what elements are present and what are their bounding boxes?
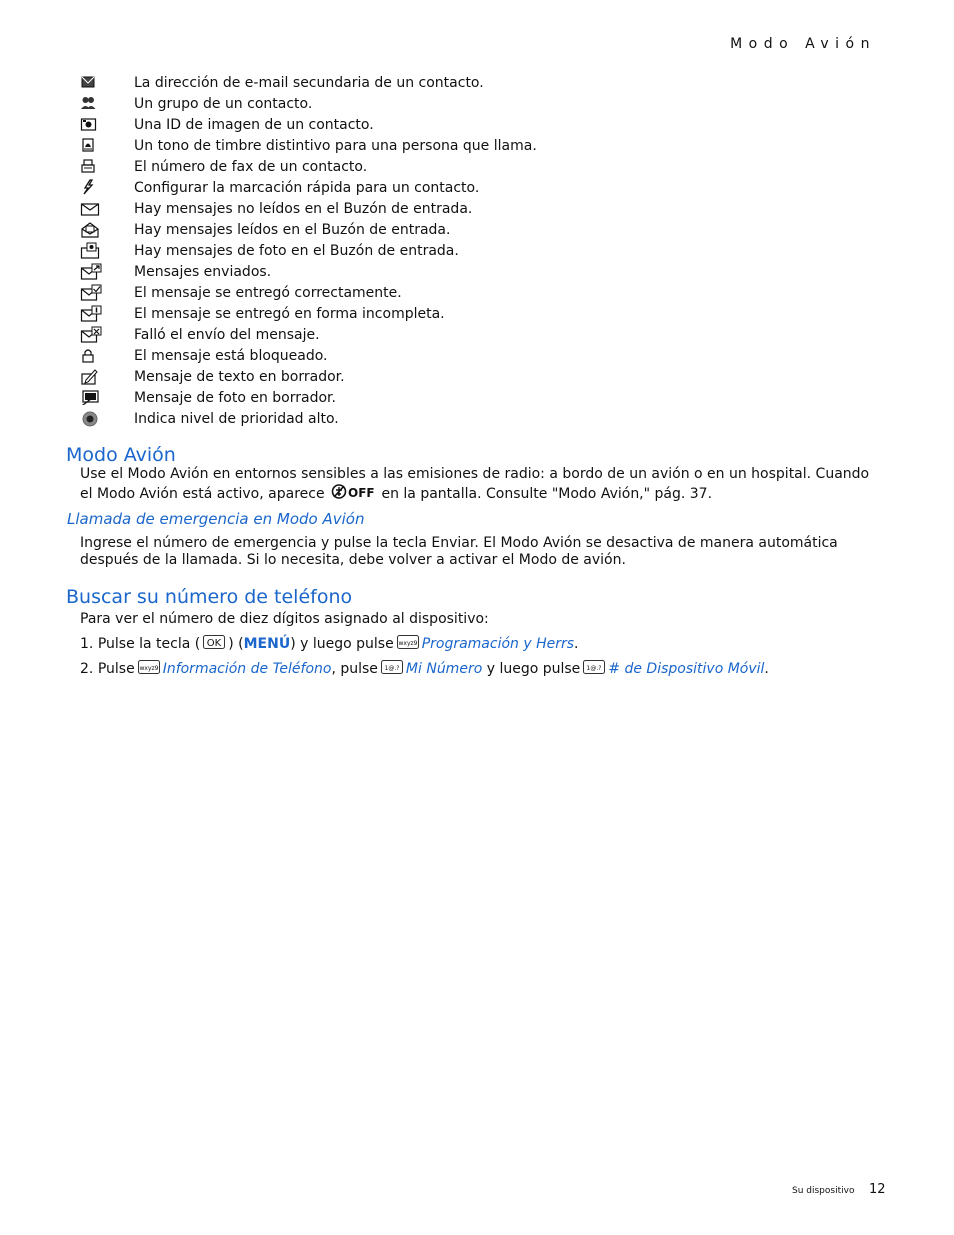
icon-legend-item <box>80 177 537 198</box>
running-header-title: Modo Avión <box>730 36 876 52</box>
key-1-label: 1@.? <box>586 665 602 672</box>
key-1-icon <box>381 660 403 678</box>
icon-legend-text: Un tono de timbre distintivo para una persona que llama. <box>134 137 537 154</box>
icon-legend-item <box>80 198 537 219</box>
key-1-icon <box>583 660 605 678</box>
section-heading-airplane-mode: Modo Avión <box>66 444 176 466</box>
step-2-text-2: , pulse <box>331 661 378 677</box>
step-2-text-1: Pulse <box>97 661 135 677</box>
icon-legend-text: La dirección de e-mail secundaria de un contacto. <box>134 74 484 91</box>
icon-legend-text: Hay mensajes no leídos en el Buzón de entrada. <box>134 200 473 217</box>
step-2 <box>80 660 769 678</box>
high-priority-icon <box>80 410 134 428</box>
envelope-small-icon <box>80 74 134 92</box>
airplane-mode-paragraph <box>80 466 880 505</box>
icon-legend-text: El mensaje está bloqueado. <box>134 347 328 364</box>
key-9-label: wxyz9 <box>398 640 418 647</box>
key-1-label: 1@.? <box>384 665 400 672</box>
icon-legend-text: Hay mensajes leídos en el Buzón de entrada. <box>134 221 451 238</box>
icon-legend-item <box>80 282 537 303</box>
icon-legend-text: Falló el envío del mensaje. <box>134 326 320 343</box>
icon-legend-item <box>80 261 537 282</box>
step-1-text-4: . <box>574 636 579 652</box>
icon-legend-text: Mensaje de foto en borrador. <box>134 389 336 406</box>
icon-legend-item <box>80 387 537 408</box>
text-draft-icon <box>80 368 134 386</box>
ok-key-icon <box>203 635 225 653</box>
icon-legend-text: Hay mensajes de foto en el Buzón de entrada. <box>134 242 459 259</box>
icon-legend-item <box>80 345 537 366</box>
airplane-off-icon <box>331 483 375 505</box>
icon-legend-text: El número de fax de un contacto. <box>134 158 368 175</box>
picture-message-icon <box>80 242 134 260</box>
delivered-message-icon <box>80 284 134 302</box>
link-mi-numero: Mi Número <box>405 661 483 677</box>
icon-legend-list <box>80 72 537 429</box>
emergency-call-paragraph: Ingrese el número de emergencia y pulse la tecla Enviar. El Modo Avión se desactiva de manera automática después de la llamada. Si lo necesita, debe volver a activar el Modo de avión. <box>80 535 838 568</box>
footer-section-label: Su dispositivo <box>792 1186 855 1196</box>
picture-id-icon <box>80 116 134 134</box>
ringtone-icon <box>80 137 134 155</box>
step-2-text-3: y luego pulse <box>486 661 581 677</box>
airplane-para-text-2: en la pantalla. Consulte "Modo Avión," pág. 37. <box>381 486 713 502</box>
key-9-icon <box>397 635 419 653</box>
icon-legend-text: Mensaje de texto en borrador. <box>134 368 345 385</box>
icon-legend-text: Indica nivel de prioridad alto. <box>134 410 339 427</box>
subheading-emergency-call: Llamada de emergencia en Modo Avión <box>67 510 365 528</box>
key-9-label: wxyz9 <box>139 665 159 672</box>
step-1-text-2: ) ( <box>228 636 244 652</box>
icon-legend-text: Una ID de imagen de un contacto. <box>134 116 374 133</box>
unread-message-icon <box>80 200 134 218</box>
sent-message-icon <box>80 263 134 281</box>
icon-legend-item <box>80 135 537 156</box>
step-1-text-1: Pulse la tecla ( <box>97 636 201 652</box>
speed-dial-icon <box>80 179 134 197</box>
ok-key-label: OK <box>207 638 222 649</box>
airplane-para-text-1: Use el Modo Avión en entornos sensibles a las emisiones de radio: a bordo de un avión o en un hospital. Cuando el Modo Avión está activo, aparece <box>80 466 870 502</box>
link-programacion: Programación y Herrs <box>421 636 575 652</box>
icon-legend-item <box>80 156 537 177</box>
failed-message-icon <box>80 326 134 344</box>
step-1-number: 1. <box>80 636 94 652</box>
group-icon <box>80 95 134 113</box>
icon-legend-item <box>80 72 537 93</box>
page-number: 12 <box>869 1182 886 1197</box>
airplane-off-label: OFF <box>348 486 375 500</box>
icon-legend-item <box>80 324 537 345</box>
link-dispositivo-movil: # de Dispositivo Móvil <box>608 661 765 677</box>
section-heading-find-number: Buscar su número de teléfono <box>66 586 353 608</box>
icon-legend-item <box>80 240 537 261</box>
find-number-intro: Para ver el número de diez dígitos asignado al dispositivo: <box>80 611 489 627</box>
fax-icon <box>80 158 134 176</box>
lock-icon <box>80 347 134 365</box>
icon-legend-text: Configurar la marcación rápida para un contacto. <box>134 179 480 196</box>
icon-legend-item <box>80 366 537 387</box>
step-2-number: 2. <box>80 661 94 677</box>
step-1-text-3: ) y luego pulse <box>290 636 394 652</box>
read-message-icon <box>80 221 134 239</box>
icon-legend-item <box>80 114 537 135</box>
step-2-text-4: . <box>764 661 769 677</box>
partial-delivery-icon <box>80 305 134 323</box>
icon-legend-item <box>80 408 537 429</box>
key-9-icon <box>138 660 160 678</box>
icon-legend-item <box>80 93 537 114</box>
icon-legend-item <box>80 303 537 324</box>
menu-label: MENÚ <box>243 636 291 652</box>
icon-legend-text: Un grupo de un contacto. <box>134 95 313 112</box>
picture-draft-icon <box>80 389 134 407</box>
icon-legend-text: Mensajes enviados. <box>134 263 272 280</box>
step-1 <box>80 635 579 653</box>
link-informacion: Información de Teléfono <box>162 661 332 677</box>
icon-legend-text: El mensaje se entregó correctamente. <box>134 284 402 301</box>
icon-legend-item <box>80 219 537 240</box>
icon-legend-text: El mensaje se entregó en forma incompleta. <box>134 305 445 322</box>
